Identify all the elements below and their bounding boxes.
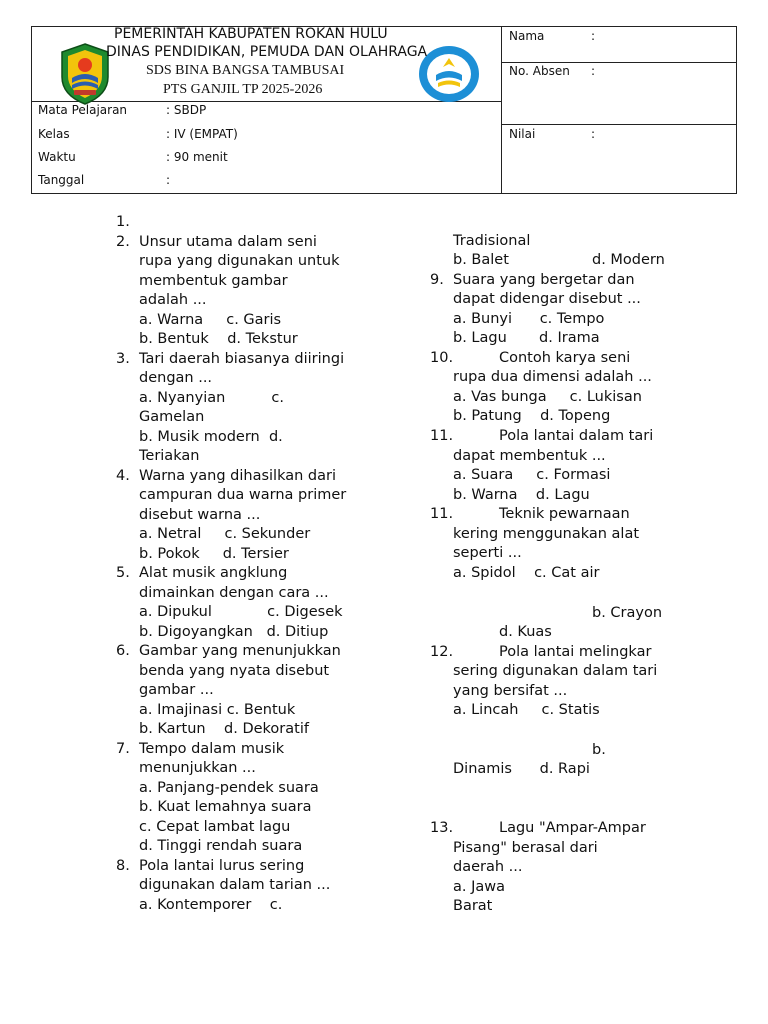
subject-label: Mata Pelajaran <box>38 103 128 117</box>
question-number: 10. <box>430 350 454 366</box>
question-line: kering menggunakan alat <box>453 526 640 542</box>
question-line: benda yang nyata disebut <box>139 662 330 679</box>
option-line: b. Crayon <box>592 605 663 621</box>
option-line: a. Imajinasi c. Bentuk <box>139 701 296 718</box>
question-line: sering digunakan dalam tari <box>453 663 658 679</box>
header-divider <box>501 26 502 194</box>
date-label: Tanggal <box>38 173 85 187</box>
option-line: b. Kartun d. Dekoratif <box>139 721 309 737</box>
option-line: d. Kuas <box>499 624 552 640</box>
option-line: a. Vas bunga c. Lukisan <box>453 389 642 405</box>
option-line: b. Pokok d. Tersier <box>139 545 289 562</box>
question-line: campuran dua warna primer <box>139 487 347 503</box>
question-line: 2. Unsur utama dalam seni <box>116 233 317 250</box>
score-label: Nilai <box>509 127 536 141</box>
absen-colon: : <box>591 64 596 78</box>
question-number: 11. <box>430 428 454 444</box>
question-line: daerah ... <box>453 859 523 875</box>
option-line: a. Nyanyian c. <box>139 389 284 406</box>
question-number: 13. <box>430 820 454 836</box>
question-line: 8. Pola lantai lurus sering <box>116 857 305 874</box>
question-line: Pola lantai dalam tari <box>499 428 654 444</box>
option-line: d. Tinggi rendah suara <box>139 838 303 854</box>
date-value: : <box>166 173 171 187</box>
question-line: Lagu "Ampar-Ampar <box>499 820 646 836</box>
option-line: a. Lincah c. Statis <box>453 702 600 718</box>
question-line: 6. Gambar yang menunjukkan <box>116 643 341 659</box>
question-line: rupa yang digunakan untuk <box>139 253 340 269</box>
question-line: yang bersifat ... <box>453 683 568 699</box>
school-line: SDS BINA BANGSA TAMBUSAI <box>146 63 345 78</box>
option-line: a. Panjang-pendek suara <box>139 779 319 796</box>
option-line: Gamelan <box>139 409 205 425</box>
question-line: 1. <box>116 214 130 230</box>
question-line: Pola lantai melingkar <box>499 644 652 660</box>
score-colon: : <box>591 127 596 141</box>
question-line: dengan ... <box>139 370 213 386</box>
time-label: Waktu <box>38 150 76 164</box>
question-line: adalah ... <box>139 292 207 308</box>
option-line: a. Bunyi c. Tempo <box>453 311 605 327</box>
option-line: Tradisional <box>453 233 531 249</box>
class-label: Kelas <box>38 127 70 141</box>
question-line: membentuk gambar <box>139 272 288 289</box>
gov-line: PEMERINTAH KABUPATEN ROKAN HULU <box>114 26 388 42</box>
question-line: dapat didengar disebut ... <box>453 291 641 307</box>
option-line: Barat <box>453 898 493 914</box>
option-line: a. Warna c. Garis <box>139 311 282 328</box>
option-line: a. Netral c. Sekunder <box>139 526 311 542</box>
option-line: c. Cepat lambat lagu <box>139 818 291 835</box>
left-question-column <box>116 213 406 915</box>
question-line: Pisang" berasal dari <box>453 840 598 856</box>
option-line: b. Balet d. Modern <box>453 252 665 268</box>
option-line: a. Jawa <box>453 879 506 895</box>
option-line: b. Warna d. Lagu <box>453 487 590 503</box>
header-rule <box>501 124 737 125</box>
question-line: dimainkan dengan cara ... <box>139 584 329 601</box>
question-line: Contoh karya seni <box>499 350 631 366</box>
option-line: Dinamis d. Rapi <box>453 761 590 777</box>
question-line: Suara yang bergetar dan <box>453 272 635 288</box>
question-line: digunakan dalam tarian ... <box>139 877 331 893</box>
question-line: rupa dua dimensi adalah ... <box>453 369 652 385</box>
header-rule <box>501 62 737 63</box>
option-line: a. Spidol c. Cat air <box>453 565 600 581</box>
time-value: : 90 menit <box>166 150 228 164</box>
option-line: b. Patung d. Topeng <box>453 408 611 424</box>
name-label: Nama <box>509 29 545 43</box>
question-line: menunjukkan ... <box>139 760 256 776</box>
question-line: 3. Tari daerah biasanya diiringi <box>116 350 345 367</box>
question-line: 4. Warna yang dihasilkan dari <box>116 467 336 484</box>
absen-label: No. Absen <box>509 64 570 78</box>
exam-line: PTS GANJIL TP 2025-2026 <box>163 82 323 97</box>
question-line: gambar ... <box>139 682 214 698</box>
question-number: 11. <box>430 506 454 522</box>
option-line: b. Bentuk d. Tekstur <box>139 331 298 347</box>
question-number: 12. <box>430 644 454 660</box>
option-line: b. Musik modern d. <box>139 428 283 445</box>
question-number: 9. <box>430 272 444 288</box>
question-line: seperti ... <box>453 545 522 561</box>
option-line: b. <box>592 742 606 758</box>
question-line: disebut warna ... <box>139 506 261 523</box>
option-line: b. Kuat lemahnya suara <box>139 799 312 815</box>
header-title-block <box>31 26 501 102</box>
option-line: a. Suara c. Formasi <box>453 467 611 483</box>
dept-line: DINAS PENDIDIKAN, PEMUDA DAN OLAHRAGA <box>106 44 428 60</box>
subject-value: : SBDP <box>166 103 207 117</box>
option-line: a. Dipukul c. Digesek <box>139 604 343 620</box>
name-colon: : <box>591 29 596 43</box>
question-line: 7. Tempo dalam musik <box>116 740 285 757</box>
class-value: : IV (EMPAT) <box>166 127 238 141</box>
option-line: Teriakan <box>139 448 200 464</box>
option-line: a. Kontemporer c. <box>139 896 283 913</box>
question-line: Teknik pewarnaan <box>499 506 630 522</box>
option-line: b. Digoyangkan d. Ditiup <box>139 623 329 640</box>
option-line: b. Lagu d. Irama <box>453 330 600 346</box>
question-line: dapat membentuk ... <box>453 448 606 464</box>
question-line: 5. Alat musik angklung <box>116 565 288 581</box>
